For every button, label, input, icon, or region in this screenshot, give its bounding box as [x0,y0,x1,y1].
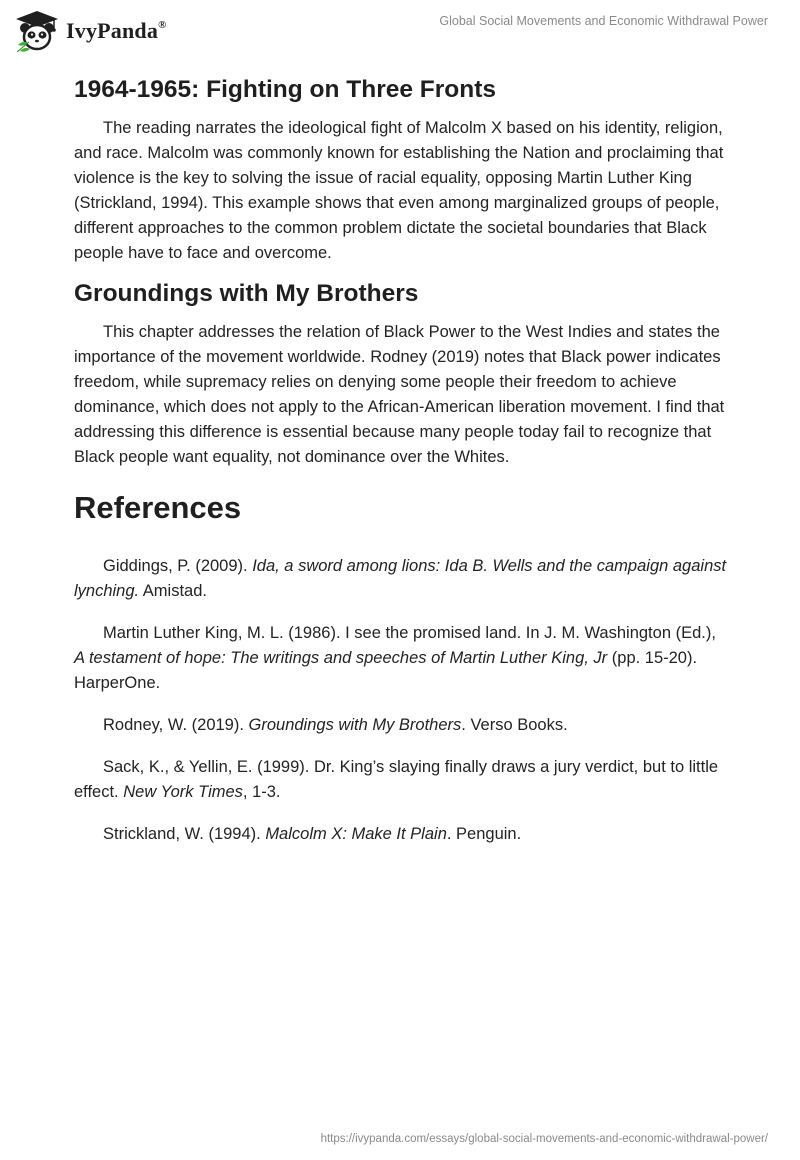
reference-item: Rodney, W. (2019). Groundings with My Brothers. Verso Books. [103,716,568,734]
section-paragraph: This chapter addresses the relation of Black Power to the West Indies and states the importance of the movement worldwide. Rodney (2019) notes that Black power indicates freedom, while supremacy relies on denying some people their freedom to achieve dominance, which does not apply to the African-American liberation movement. I find that addressing this difference is essential because many people today fail to recognize that Black people want equality, not dominance over the Whites. [74,323,725,466]
running-title: Global Social Movements and Economic Withdrawal Power [439,14,768,28]
essay-content [74,70,730,864]
ivypanda-logo[interactable] [14,9,167,53]
brand-name: IvyPanda® [66,18,167,43]
references-heading: References [74,490,242,525]
references-list [74,554,730,847]
reference-item: Sack, K., & Yellin, E. (1999). Dr. King’s slaying finally draws a jury verdict, but to little effect. New York Times, 1-3. [74,758,719,801]
reference-item: Strickland, W. (1994). Malcolm X: Make It Plain. Penguin. [103,825,522,843]
page-header [0,0,800,64]
source-url-link[interactable]: https://ivypanda.com/essays/global-social-movements-and-economic-withdrawal-power/ [320,1133,768,1145]
reference-item: Giddings, P. (2009). Ida, a sword among lions: Ida B. Wells and the campaign against lynching. Amistad. [74,557,727,600]
reference-item: Martin Luther King, M. L. (1986). I see the promised land. In J. M. Washington (Ed.), A testament of hope: The writings and speeches of Martin Luther King, Jr (pp. 15-20). HarperOne. [74,624,716,692]
section-paragraph: The reading narrates the ideological fight of Malcolm X based on his identity, religion, and race. Malcolm was commonly known for establishing the Nation and proclaiming that violence is the key to solving the issue of racial equality, opposing Martin Luther King (Strickland, 1994). This example shows that even among marginalized groups of people, different approaches to the common problem dictate the societal boundaries that Black people have to face and overcome. [74,119,724,262]
section-heading: Groundings with My Brothers [74,280,419,307]
section-heading: 1964-1965: Fighting on Three Fronts [74,76,497,103]
panda-graduate-icon [14,9,60,53]
